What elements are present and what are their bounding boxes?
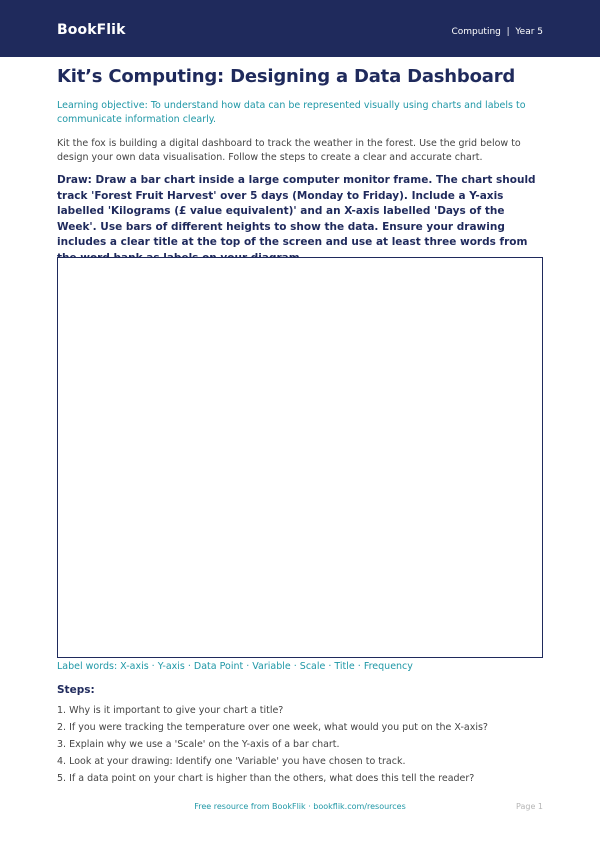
learning-objective: Learning objective: To understand how data can be represented visually using charts and labels to communicate information clearly. <box>57 100 526 125</box>
page-header <box>0 0 600 57</box>
drawing-instruction: Draw: Draw a bar chart inside a large computer monitor frame. The chart should track 'Forest Fruit Harvest' over 5 days (Monday to Friday). Include a Y-axis labelled 'Kilograms (£ value equivalent)' and an X-axis labelled 'Days of the Week'. Use bars of different heights to show the data. Ensure your drawing includes a clear title at the top of the screen and use at least three words from <box>57 174 536 248</box>
word-bank: Label words: X-axis · Y-axis · Data Point · Variable · Scale · Title · Frequency <box>57 661 413 672</box>
step-item: 3. Explain why we use a 'Scale' on the Y-axis of a bar chart. <box>57 739 340 750</box>
step-item: 2. If you were tracking the temperature over one week, what would you put on the X-axis? <box>57 722 488 733</box>
footer-credit: Free resource from BookFlik · bookflik.com/resources <box>194 802 406 811</box>
step-item: 4. Look at your drawing: Identify one 'Variable' you have chosen to track. <box>57 756 406 767</box>
intro-text: Kit the fox is building a digital dashboard to track the weather in the forest. Use the grid below to design your own data visualisation. Follow the steps to create a clear and accurate chart. <box>57 138 521 163</box>
step-item: 5. If a data point on your chart is higher than the others, what does this tell the reader? <box>57 773 475 784</box>
subject-year-label: Computing | Year 5 <box>451 27 543 37</box>
worksheet-title: Kit’s Computing: Designing a Data Dashboard <box>57 66 516 87</box>
brand-logo-text: BookFlik <box>57 22 126 38</box>
step-item: 1. Why is it important to give your chart a title? <box>57 705 284 716</box>
steps-heading: Steps: <box>57 684 95 696</box>
drawing-area[interactable] <box>57 257 543 658</box>
page-number: Page 1 <box>516 802 543 811</box>
steps-list <box>57 702 547 787</box>
